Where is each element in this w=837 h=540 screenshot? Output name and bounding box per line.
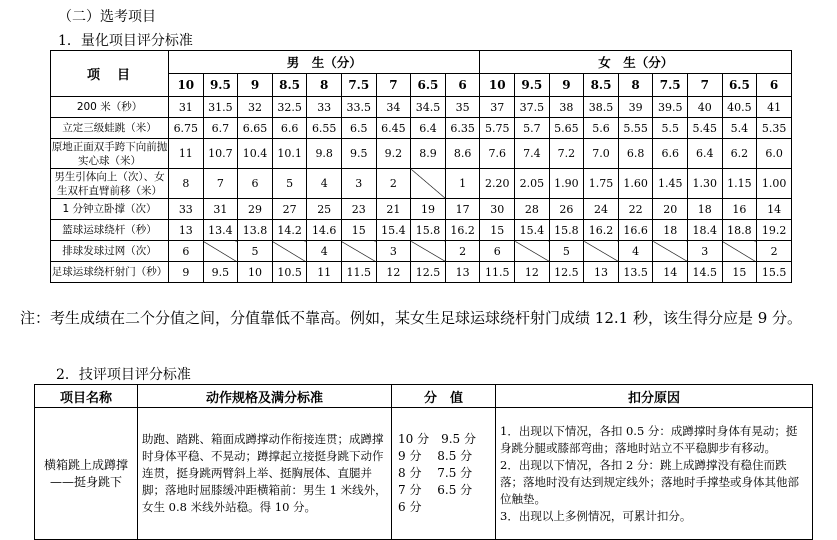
value-cell: 15.5	[757, 262, 792, 283]
value-cell: 13	[445, 262, 480, 283]
value-cell: 4	[307, 169, 342, 199]
col-item-header: 项 目	[51, 51, 169, 97]
value-cell: 15	[480, 220, 515, 241]
score-header-cell: 6.5	[722, 74, 757, 97]
value-cell: 15	[341, 220, 376, 241]
value-cell: 11	[169, 139, 204, 169]
deduction-item: 3．出现以上多例情况，可累计扣分。	[500, 508, 692, 523]
standard-text: 助跑、踏跳、箱面成蹲撑动作衔接连贯；成蹲撑时身体平稳、不晃动；蹲撑起立接挺身跳下动作连贯，挺身跳两臂斜上举、挺胸展体、直腿并脚；落地时屈膝缓冲距横箱前：男生 1 米线外，女生 0.8 米线外站稳。得 10 分。	[138, 408, 392, 540]
value-cell: 7.2	[549, 139, 584, 169]
row-label: 排球发球过网（次）	[51, 241, 169, 262]
value-cell: 39	[618, 97, 653, 118]
value-cell: 40	[688, 97, 723, 118]
value-cell: 14.2	[272, 220, 307, 241]
value-cell: 5	[238, 241, 273, 262]
value-cell: 10.4	[238, 139, 273, 169]
value-cell: 1.15	[722, 169, 757, 199]
value-cell: 13	[584, 262, 619, 283]
header-score: 分 值	[392, 385, 496, 408]
value-cell: 6.45	[376, 118, 411, 139]
value-cell: 26	[549, 199, 584, 220]
table-row	[51, 262, 792, 283]
empty-cell	[341, 241, 376, 262]
table-row	[51, 118, 792, 139]
item-name-line1: 横箱跳上成蹲撑	[43, 457, 128, 472]
value-cell: 15.4	[515, 220, 550, 241]
value-cell: 10.7	[203, 139, 238, 169]
value-cell: 5.4	[722, 118, 757, 139]
value-cell: 15.8	[549, 220, 584, 241]
value-cell: 6.8	[618, 139, 653, 169]
value-cell: 6.65	[238, 118, 273, 139]
value-cell: 10.5	[272, 262, 307, 283]
female-header: 女 生（分）	[480, 51, 792, 74]
value-cell: 13.5	[618, 262, 653, 283]
score-list	[392, 408, 496, 540]
deduction-item: 2．出现以下情况，各扣 2 分：跳上成蹲撑没有稳住而跌落；落地时没有达到规定线外；落地时手撑垫或身体其他部位触垫。	[500, 457, 799, 506]
value-cell: 5.55	[618, 118, 653, 139]
value-cell: 22	[618, 199, 653, 220]
value-cell: 9.2	[376, 139, 411, 169]
value-cell: 15.4	[376, 220, 411, 241]
value-cell: 8	[169, 169, 204, 199]
value-cell: 8.6	[445, 139, 480, 169]
value-cell: 1	[445, 169, 480, 199]
table-row	[51, 139, 792, 169]
value-cell: 29	[238, 199, 273, 220]
score-line: 8 分 7.5 分	[398, 466, 473, 480]
value-cell: 5.35	[757, 118, 792, 139]
value-cell: 18	[688, 199, 723, 220]
value-cell: 11.5	[480, 262, 515, 283]
value-cell: 16	[722, 199, 757, 220]
score-header-cell: 6	[445, 74, 480, 97]
score-header-cell: 6.5	[411, 74, 446, 97]
value-cell: 38	[549, 97, 584, 118]
value-cell: 34.5	[411, 97, 446, 118]
technique-scoring-table	[34, 384, 813, 540]
empty-cell	[584, 241, 619, 262]
value-cell: 6.7	[203, 118, 238, 139]
score-header-cell: 10	[169, 74, 204, 97]
value-cell: 10.1	[272, 139, 307, 169]
value-cell: 1.45	[653, 169, 688, 199]
header-deduction: 扣分原因	[496, 385, 813, 408]
value-cell: 1.90	[549, 169, 584, 199]
row-label: 1 分钟立卧撑（次）	[51, 199, 169, 220]
value-cell: 7.0	[584, 139, 619, 169]
value-cell: 5.65	[549, 118, 584, 139]
value-cell: 37	[480, 97, 515, 118]
row-label: 原地正面双手跨下向前抛实心球（米）	[51, 140, 168, 167]
value-cell: 15	[722, 262, 757, 283]
value-cell: 27	[272, 199, 307, 220]
row-label: 200 米（秒）	[51, 97, 169, 118]
value-cell: 16.2	[445, 220, 480, 241]
score-header-cell: 8	[307, 74, 342, 97]
score-header-cell: 9.5	[203, 74, 238, 97]
value-cell: 24	[584, 199, 619, 220]
value-cell: 23	[341, 199, 376, 220]
value-cell: 6.6	[272, 118, 307, 139]
value-cell: 30	[480, 199, 515, 220]
value-cell: 6	[169, 241, 204, 262]
note-text: 注：考生成绩在二个分值之间，分值靠低不靠高。例如，某女生足球运球绕杆射门成绩 12.1 秒，该生得分应是 9 分。	[20, 309, 803, 327]
score-line: 10 分 9.5 分	[398, 432, 476, 446]
value-cell: 6.75	[169, 118, 204, 139]
quantified-scoring-table	[50, 50, 792, 283]
value-cell: 2.20	[480, 169, 515, 199]
value-cell: 6.55	[307, 118, 342, 139]
value-cell: 12.5	[549, 262, 584, 283]
value-cell: 18.8	[722, 220, 757, 241]
value-cell: 33	[169, 199, 204, 220]
value-cell: 18.4	[688, 220, 723, 241]
value-cell: 5	[549, 241, 584, 262]
item-name-line2: ——挺身跳下	[49, 474, 122, 489]
value-cell: 5.6	[584, 118, 619, 139]
value-cell: 12.5	[411, 262, 446, 283]
header-item-name: 项目名称	[35, 385, 138, 408]
value-cell: 6.4	[411, 118, 446, 139]
value-cell: 7.6	[480, 139, 515, 169]
value-cell: 18	[653, 220, 688, 241]
value-cell: 2	[757, 241, 792, 262]
value-cell: 9.5	[341, 139, 376, 169]
value-cell: 14.6	[307, 220, 342, 241]
value-cell: 14	[757, 199, 792, 220]
male-header: 男 生（分）	[169, 51, 480, 74]
value-cell: 1.30	[688, 169, 723, 199]
row-label: 立定三级蛙跳（米）	[51, 118, 169, 139]
value-cell: 19	[411, 199, 446, 220]
empty-cell	[515, 241, 550, 262]
item-name-cell	[35, 408, 138, 540]
value-cell: 5	[272, 169, 307, 199]
value-cell: 35	[445, 97, 480, 118]
value-cell: 2	[445, 241, 480, 262]
value-cell: 19.2	[757, 220, 792, 241]
value-cell: 5.75	[480, 118, 515, 139]
value-cell: 13.4	[203, 220, 238, 241]
value-cell: 20	[653, 199, 688, 220]
value-cell: 31	[203, 199, 238, 220]
value-cell: 13.8	[238, 220, 273, 241]
value-cell: 6	[238, 169, 273, 199]
value-cell: 34	[376, 97, 411, 118]
value-cell: 6.35	[445, 118, 480, 139]
value-cell: 11.5	[341, 262, 376, 283]
table-row	[51, 220, 792, 241]
value-cell: 6.4	[688, 139, 723, 169]
value-cell: 32.5	[272, 97, 307, 118]
value-cell: 6.0	[757, 139, 792, 169]
value-cell: 7	[203, 169, 238, 199]
empty-cell	[272, 241, 307, 262]
value-cell: 40.5	[722, 97, 757, 118]
value-cell: 37.5	[515, 97, 550, 118]
score-line: 7 分 6.5 分	[398, 483, 473, 497]
score-header-cell: 8.5	[272, 74, 307, 97]
value-cell: 41	[757, 97, 792, 118]
value-cell: 33.5	[341, 97, 376, 118]
row-label: 足球运球绕杆射门（秒）	[51, 262, 169, 283]
table-row	[51, 199, 792, 220]
value-cell: 32	[238, 97, 273, 118]
value-cell: 25	[307, 199, 342, 220]
value-cell: 39.5	[653, 97, 688, 118]
value-cell: 6.5	[341, 118, 376, 139]
score-header-cell: 9	[238, 74, 273, 97]
score-header-cell: 7.5	[653, 74, 688, 97]
table-row	[51, 241, 792, 262]
score-line: 9 分 8.5 分	[398, 449, 473, 463]
score-header-cell: 9.5	[515, 74, 550, 97]
value-cell: 13	[169, 220, 204, 241]
value-cell: 3	[376, 241, 411, 262]
value-cell: 38.5	[584, 97, 619, 118]
value-cell: 1.00	[757, 169, 792, 199]
value-cell: 16.6	[618, 220, 653, 241]
value-cell: 3	[341, 169, 376, 199]
value-cell: 10	[238, 262, 273, 283]
value-cell: 1.60	[618, 169, 653, 199]
deduction-item: 1．出现以下情况，各扣 0.5 分：成蹲撑时身体有晃动；挺身跳分腿或膝部弯曲；落地时站立不平稳脚步有移动。	[500, 423, 798, 455]
row-label: 男生引体向上（次）、女生双杆直臂前移（米）	[51, 169, 169, 199]
table-row	[51, 97, 792, 118]
subheading-quantified: 1．量化项目评分标准	[58, 33, 193, 49]
empty-cell	[411, 241, 446, 262]
value-cell: 2	[376, 169, 411, 199]
score-line: 6 分	[398, 500, 422, 514]
value-cell: 1.75	[584, 169, 619, 199]
table-row	[51, 169, 792, 199]
value-cell: 6.6	[653, 139, 688, 169]
value-cell: 9	[169, 262, 204, 283]
value-cell: 17	[445, 199, 480, 220]
value-cell: 4	[307, 241, 342, 262]
score-header-cell: 7	[376, 74, 411, 97]
score-header-cell: 10	[480, 74, 515, 97]
value-cell: 14.5	[688, 262, 723, 283]
value-cell: 21	[376, 199, 411, 220]
subheading-technique: 2．技评项目评分标准	[56, 367, 191, 383]
score-header-cell: 8.5	[584, 74, 619, 97]
header-standard: 动作规格及满分标准	[138, 385, 392, 408]
empty-cell	[722, 241, 757, 262]
value-cell: 31.5	[203, 97, 238, 118]
value-cell: 8.9	[411, 139, 446, 169]
value-cell: 11	[307, 262, 342, 283]
score-header-cell: 7	[688, 74, 723, 97]
value-cell: 9.5	[203, 262, 238, 283]
value-cell: 16.2	[584, 220, 619, 241]
score-header-cell: 9	[549, 74, 584, 97]
value-cell: 2.05	[515, 169, 550, 199]
value-cell: 4	[618, 241, 653, 262]
row-label: 篮球运球绕杆（秒）	[51, 220, 169, 241]
value-cell: 3	[688, 241, 723, 262]
empty-cell	[203, 241, 238, 262]
section-heading: （二）选考项目	[58, 9, 156, 25]
value-cell: 6	[480, 241, 515, 262]
empty-cell	[653, 241, 688, 262]
value-cell: 31	[169, 97, 204, 118]
value-cell: 14	[653, 262, 688, 283]
value-cell: 6.2	[722, 139, 757, 169]
value-cell: 15.8	[411, 220, 446, 241]
empty-cell	[411, 169, 446, 199]
value-cell: 5.45	[688, 118, 723, 139]
value-cell: 7.4	[515, 139, 550, 169]
value-cell: 5.7	[515, 118, 550, 139]
value-cell: 5.5	[653, 118, 688, 139]
value-cell: 33	[307, 97, 342, 118]
score-header-cell: 6	[757, 74, 792, 97]
value-cell: 12	[376, 262, 411, 283]
deduction-list	[496, 408, 813, 540]
score-header-cell: 7.5	[341, 74, 376, 97]
score-header-cell: 8	[618, 74, 653, 97]
value-cell: 12	[515, 262, 550, 283]
value-cell: 28	[515, 199, 550, 220]
value-cell: 9.8	[307, 139, 342, 169]
